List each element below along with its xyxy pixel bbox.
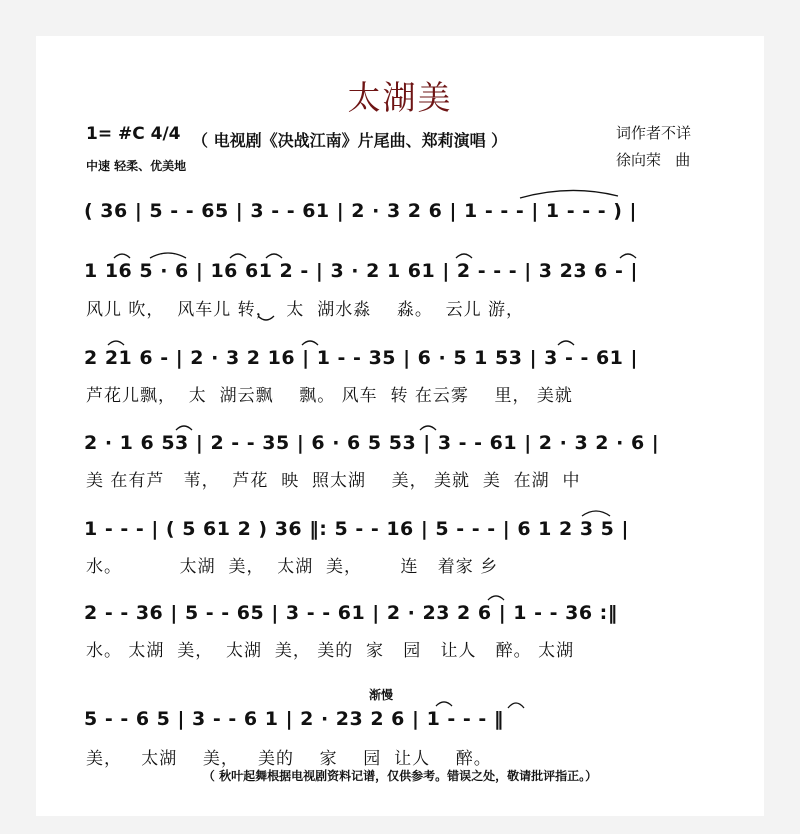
lyric-line-5: 水。 太湖 美， 太湖 美， 美的 家 园 让人 醉。 太湖 [86,641,575,661]
lyric-line-6: 美， 太湖 美， 美的 家 园 让人 醉。 [86,749,492,769]
song-title: 太湖美 [347,78,453,117]
footer-note: （ 秋叶起舞根据电视剧资料记谱，仅供参考。错误之处，敬请批评指正。） [202,769,598,783]
notation-line-2: 2 21 6 - | 2 · 3 2 16 | 1 - - 35 | 6 · 5 1 53 | 3 - - 61 | [84,347,638,369]
lyric-line-3: 美 在有芦 苇， 芦花 映 照太湖 美， 美就 美 在湖 中 [86,471,581,491]
notation-line-6: 5 - - 6 5 | 3 - - 6 1 | 2 · 23 2 6 | 1 - - - ‖ [84,708,504,730]
notation-line-1: 1 16 5 · 6 | 16 61 2 - | 3 · 2 1 61 | 2 - - - | 3 23 6 - | [84,260,638,282]
notation-line-5: 2 - - 36 | 5 - - 65 | 3 - - 61 | 2 · 23 2 6 | 1 - - 36 :‖ [84,602,618,624]
notation-line-3: 2 · 1 6 53 | 2 - - 35 | 6 · 6 5 53 | 3 - - 61 | 2 · 3 2 · 6 | [84,432,660,454]
lyric-line-2: 芦花儿飘， 太 湖云飘 飘。 风车 转 在云雾 里， 美就 [86,386,573,406]
key-signature: 1= #C 4/4 [86,124,181,144]
lyricist-credit: 词作者不详 [616,124,692,142]
tempo-marking: 中速 轻柔、优美地 [86,159,187,173]
notation-line-intro: ( 36 | 5 - - 65 | 3 - - 61 | 2 · 3 2 6 | 1 - - - | 1 - - - ) | [84,200,637,222]
subtitle: （ 电视剧《决战江南》片尾曲、郑莉演唱 ） [192,131,508,150]
composer-credit: 徐向荣 曲 [616,151,691,169]
notation-line-4: 1 - - - | ( 5 61 2 ) 36 ‖: 5 - - 16 | 5 - - - | 6 1 2 3 5 | [84,518,629,540]
lyric-line-1: 风儿 吹， 风车儿 转， 太 湖水淼 淼。 云儿 游， [86,300,525,320]
tempo-change-marking: 渐慢 [369,688,394,702]
lyric-line-4: 水。 太湖 美， 太湖 美， 连 着家 乡 [86,557,499,577]
